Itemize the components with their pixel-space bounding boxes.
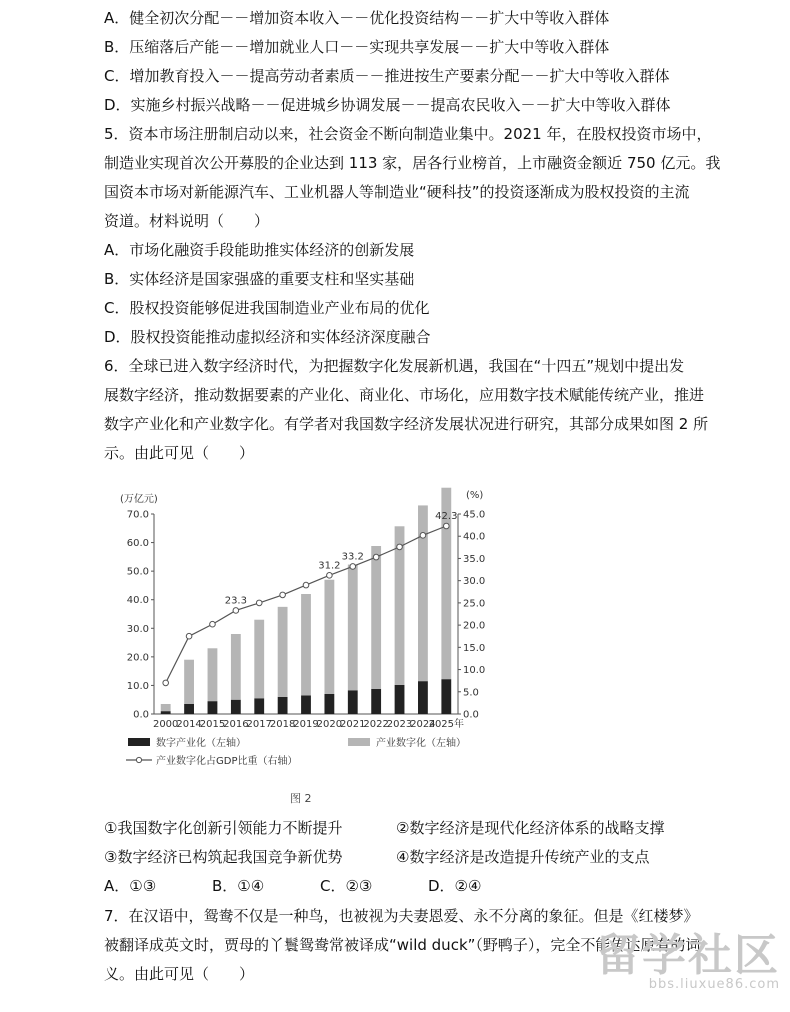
q5-stem-line: 国资本市场对新能源汽车、工业机器人等制造业“硬科技”的投资逐渐成为股权投资的主流 bbox=[104, 183, 690, 201]
left-tick-label: 70.0 bbox=[126, 509, 149, 521]
bar-digital-industrialization bbox=[254, 698, 264, 714]
q5-stem-line: 5．资本市场注册制启动以来，社会资金不断向制造业集中。2021 年，在股权投资市场中， bbox=[104, 125, 712, 143]
right-tick-label: 15.0 bbox=[463, 642, 486, 654]
right-tick-label: 20.0 bbox=[463, 620, 486, 632]
q6-statement-2: ②数字经济是现代化经济体系的战略支撑 bbox=[396, 819, 665, 837]
left-tick-label: 20.0 bbox=[126, 652, 149, 664]
q6-statement-3: ③数字经济已构筑起我国竞争新优势 bbox=[104, 848, 343, 866]
gdp-share-point bbox=[444, 523, 450, 529]
legend-swatch-gdp-share-point bbox=[136, 757, 141, 762]
bar-digital-industrialization bbox=[208, 701, 218, 714]
x-tick-label: 2023 bbox=[386, 719, 413, 730]
gdp-share-point bbox=[233, 608, 239, 614]
q5-option-b: B．实体经济是国家强盛的重要支柱和坚实基础 bbox=[104, 270, 415, 288]
bar-digital-industrialization bbox=[348, 690, 358, 714]
x-tick-label: 2019 bbox=[293, 719, 319, 730]
bar-digital-industrialization bbox=[161, 711, 171, 714]
gdp-share-point bbox=[280, 592, 286, 598]
q6-choice-d: D．②④ bbox=[428, 877, 482, 895]
q6-choice-a: A．①③ bbox=[104, 877, 157, 895]
gdp-share-point bbox=[186, 633, 192, 639]
q5-stem-line: 资道。材料说明（ ） bbox=[104, 212, 270, 230]
bar-digital-industrialization bbox=[395, 685, 405, 714]
bar-industrial-digitalization bbox=[184, 660, 194, 704]
gdp-share-point bbox=[256, 600, 262, 606]
figure-caption: 图 2 bbox=[290, 792, 312, 805]
x-tick-label: 2025年 bbox=[428, 719, 465, 730]
q5-option-c: C．股权投资能够促进我国制造业产业布局的优化 bbox=[104, 299, 430, 317]
watermark-logo bbox=[596, 919, 780, 992]
gdp-share-point bbox=[327, 573, 333, 579]
x-tick-label: 2000 bbox=[152, 719, 179, 730]
bar-digital-industrialization bbox=[184, 704, 194, 714]
right-axis-unit: (%) bbox=[466, 490, 484, 501]
right-tick-label: 45.0 bbox=[463, 509, 486, 521]
q6-choice-c: C．②③ bbox=[320, 877, 373, 895]
gdp-share-point bbox=[210, 621, 216, 627]
x-tick-label: 2016 bbox=[223, 719, 249, 730]
left-tick-label: 60.0 bbox=[126, 538, 149, 550]
q5-option-a: A．市场化融资手段能助推实体经济的创新发展 bbox=[104, 241, 415, 259]
right-tick-label: 0.0 bbox=[463, 709, 479, 721]
q6-choice-b: B．①④ bbox=[212, 877, 265, 895]
left-axis-unit: (万亿元) bbox=[120, 494, 158, 505]
x-tick-label: 2015 bbox=[199, 719, 226, 730]
bar-digital-industrialization bbox=[324, 694, 334, 714]
left-tick-label: 50.0 bbox=[126, 566, 149, 578]
q4-option-b: B．压缩落后产能－－增加就业人口－－实现共享发展－－扩大中等收入群体 bbox=[104, 38, 610, 56]
q4-option-d: D．实施乡村振兴战略－－促进城乡协调发展－－提高农民收入－－扩大中等收入群体 bbox=[104, 96, 671, 114]
gdp-share-point-label: 42.3 bbox=[435, 511, 458, 522]
gdp-share-point-label: 23.3 bbox=[224, 595, 247, 607]
right-tick-label: 35.0 bbox=[463, 553, 486, 565]
bar-industrial-digitalization bbox=[418, 505, 428, 681]
bar-industrial-digitalization bbox=[301, 594, 311, 695]
gdp-share-point bbox=[350, 564, 356, 570]
figure-2-chart bbox=[118, 484, 490, 774]
q7-stem-line: 义。由此可见（ ） bbox=[104, 965, 255, 983]
q6-choices-row bbox=[104, 876, 481, 896]
q6-stem-line: 6．全球已进入数字经济时代，为把握数字化发展新机遇，我国在“十四五”规划中提出发 bbox=[104, 357, 685, 375]
q6-stem-line: 展数字经济，推动数据要素的产业化、商业化、市场化，应用数字技术赋能传统产业，推进 bbox=[104, 386, 705, 404]
legend-label-digital-industrialization: 数字产业化（左轴） bbox=[156, 738, 246, 749]
right-tick-label: 25.0 bbox=[463, 598, 486, 610]
q6-statement-row bbox=[104, 847, 649, 867]
legend-swatch-industrial-digitalization bbox=[348, 738, 370, 746]
legend-label-gdp-share: 产业数字化占GDP比重（右轴） bbox=[156, 756, 298, 767]
q6-stem-line: 数字产业化和产业数字化。有学者对我国数字经济发展状况进行研究，其部分成果如图 2 所 bbox=[104, 415, 709, 433]
gdp-share-point bbox=[420, 533, 426, 539]
q5-option-d: D．股权投资能推动虚拟经济和实体经济深度融合 bbox=[104, 328, 431, 346]
bar-industrial-digitalization bbox=[161, 704, 171, 711]
q7-stem-line: 被翻译成英文时，贾母的丫鬟鸳鸯常被译成“wild duck”（野鸭子），完全不能传达原有的词 bbox=[104, 936, 701, 954]
bar-industrial-digitalization bbox=[371, 546, 381, 689]
q6-stem-line: 示。由此可见（ ） bbox=[104, 444, 255, 462]
x-tick-label: 2014 bbox=[176, 719, 202, 730]
bar-industrial-digitalization bbox=[278, 607, 288, 697]
x-tick-label: 2021 bbox=[340, 719, 366, 730]
watermark-url: bbs.liuxue86.com bbox=[648, 977, 780, 992]
gdp-share-point-label: 31.2 bbox=[318, 560, 341, 572]
q4-option-c: C．增加教育投入－－提高劳动者素质－－推进按生产要素分配－－扩大中等收入群体 bbox=[104, 67, 670, 85]
q7-stem-line: 7．在汉语中，鸳鸯不仅是一种鸟，也被视为夫妻恩爱、永不分离的象征。但是《红楼梦》 bbox=[104, 907, 699, 925]
bar-industrial-digitalization bbox=[324, 580, 334, 694]
bar-industrial-digitalization bbox=[348, 565, 358, 691]
watermark-logo-text: 留学社区 bbox=[596, 930, 780, 981]
x-tick-label: 2020 bbox=[316, 719, 343, 730]
legend-label-industrial-digitalization: 产业数字化（左轴） bbox=[376, 738, 466, 749]
bar-digital-industrialization bbox=[418, 681, 428, 714]
gdp-share-point bbox=[163, 680, 169, 686]
bar-industrial-digitalization bbox=[254, 620, 264, 699]
bar-industrial-digitalization bbox=[208, 648, 218, 701]
x-tick-label: 2022 bbox=[363, 719, 389, 730]
right-tick-label: 10.0 bbox=[463, 665, 486, 677]
left-tick-label: 0.0 bbox=[133, 709, 149, 721]
gdp-share-point bbox=[373, 554, 379, 560]
q6-statement-row bbox=[104, 818, 664, 838]
bar-digital-industrialization bbox=[231, 700, 241, 714]
q5-stem-line: 制造业实现首次公开募股的企业达到 113 家，居各行业榜首，上市融资金额近 750 亿元。我 bbox=[104, 154, 721, 172]
left-tick-label: 30.0 bbox=[126, 623, 149, 635]
q6-statement-1: ①我国数字化创新引领能力不断提升 bbox=[104, 819, 343, 837]
left-tick-label: 10.0 bbox=[126, 680, 149, 692]
left-tick-label: 40.0 bbox=[126, 595, 149, 607]
bar-digital-industrialization bbox=[371, 689, 381, 714]
x-tick-label: 2018 bbox=[269, 719, 296, 730]
bar-industrial-digitalization bbox=[231, 634, 241, 700]
x-tick-label: 2024 bbox=[410, 719, 436, 730]
bar-digital-industrialization bbox=[278, 697, 288, 714]
gdp-share-point bbox=[397, 544, 403, 550]
right-tick-label: 30.0 bbox=[463, 576, 486, 588]
chart-svg bbox=[118, 484, 490, 774]
legend-swatch-digital-industrialization bbox=[128, 738, 150, 746]
bar-digital-industrialization bbox=[441, 679, 451, 714]
q6-statement-4: ④数字经济是改造提升传统产业的支点 bbox=[396, 848, 650, 866]
right-tick-label: 40.0 bbox=[463, 531, 486, 543]
gdp-share-point bbox=[303, 582, 309, 588]
gdp-share-point-label: 33.2 bbox=[341, 551, 364, 563]
q4-option-a: A．健全初次分配－－增加资本收入－－优化投资结构－－扩大中等收入群体 bbox=[104, 9, 610, 27]
x-tick-label: 2017 bbox=[246, 719, 272, 730]
right-tick-label: 5.0 bbox=[463, 687, 479, 699]
bar-digital-industrialization bbox=[301, 695, 311, 714]
